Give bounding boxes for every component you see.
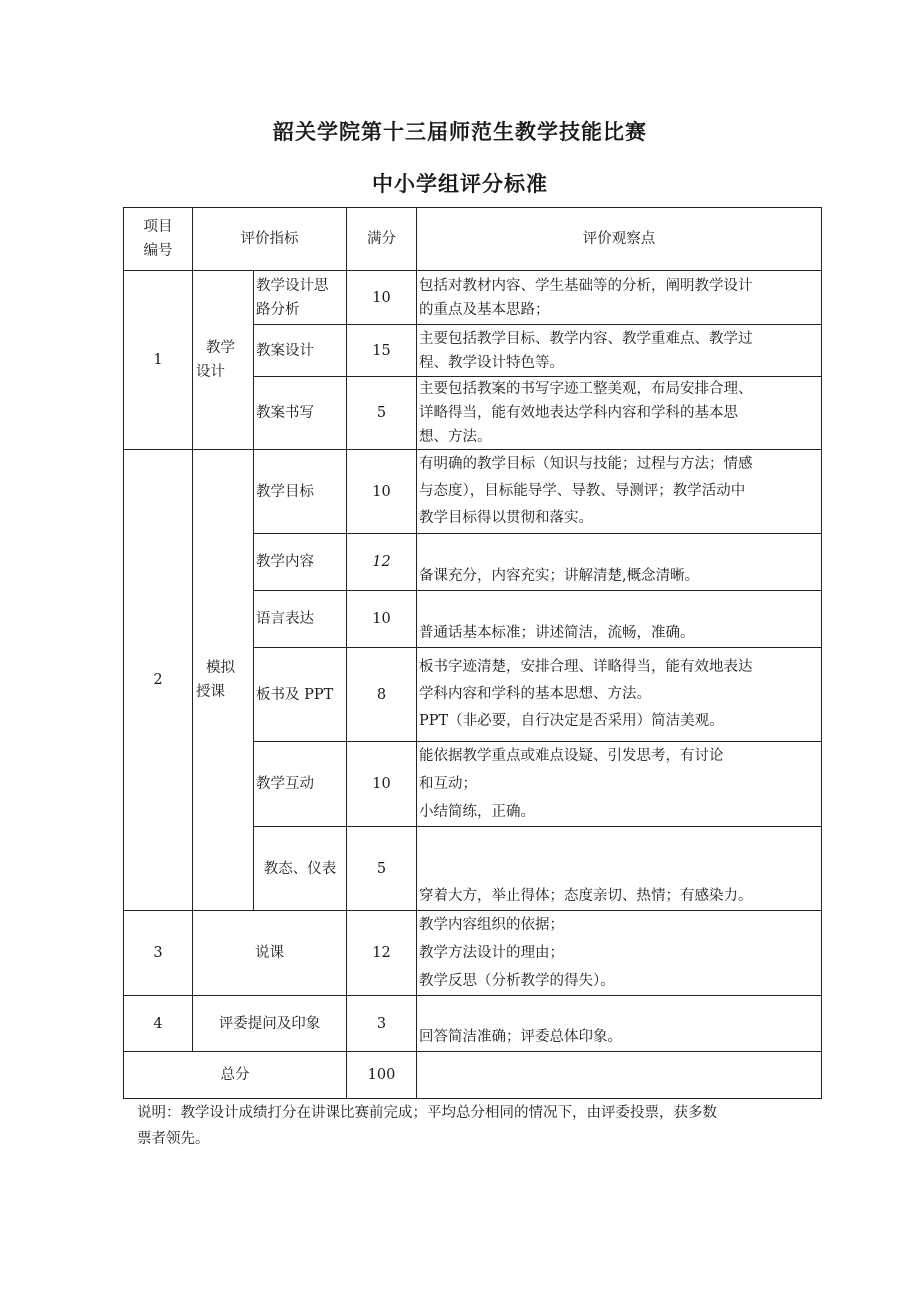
header-number: 项目 编号 bbox=[124, 208, 193, 271]
sub-indicator: 教学设计思 路分析 bbox=[254, 271, 347, 325]
full-score: 10 bbox=[347, 450, 417, 534]
sub-indicator: 教案设计 bbox=[254, 325, 347, 377]
full-score: 12 bbox=[347, 534, 417, 591]
total-label: 总分 bbox=[124, 1052, 347, 1099]
item-category: 模拟 授课 bbox=[193, 450, 254, 911]
sub-indicator: 教案书写 bbox=[254, 377, 347, 450]
observation: 教学内容组织的依据； 教学方法设计的理由； 教学反思（分析教学的得失）。 bbox=[417, 911, 822, 996]
full-score: 10 bbox=[347, 271, 417, 325]
sub-indicator: 教态、仪表 bbox=[254, 827, 347, 911]
observation: 主要包括教学目标、教学内容、教学重难点、教学过 程、教学设计特色等。 bbox=[417, 325, 822, 377]
item-number: 2 bbox=[124, 450, 193, 911]
page-title: 韶关学院第十三届师范生教学技能比赛 bbox=[273, 120, 647, 144]
header-indicator: 评价指标 bbox=[193, 208, 347, 271]
table-row bbox=[124, 271, 822, 325]
table-row bbox=[124, 996, 822, 1052]
observation: 有明确的教学目标（知识与技能；过程与方法；情感 与态度），目标能导学、导教、导测评；教学活动中 教学目标得以贯彻和落实。 bbox=[417, 450, 822, 534]
total-observation bbox=[417, 1052, 822, 1099]
header-observation: 评价观察点 bbox=[417, 208, 822, 271]
observation: 回答简洁准确；评委总体印象。 bbox=[417, 996, 822, 1052]
item-category: 教学 设计 bbox=[193, 271, 254, 450]
full-score: 8 bbox=[347, 648, 417, 742]
full-score: 15 bbox=[347, 325, 417, 377]
item-indicator: 说课 bbox=[193, 911, 347, 996]
page-subtitle: 中小学组评分标准 bbox=[372, 172, 548, 196]
full-score: 10 bbox=[347, 742, 417, 827]
sub-indicator: 教学内容 bbox=[254, 534, 347, 591]
observation: 板书字迹清楚，安排合理、详略得当，能有效地表达 学科内容和学科的基本思想、方法。 PPT（非必要，自行决定是否采用）简洁美观。 bbox=[417, 648, 822, 742]
full-score: 10 bbox=[347, 591, 417, 648]
full-score: 5 bbox=[347, 827, 417, 911]
total-score: 100 bbox=[347, 1052, 417, 1099]
item-number: 4 bbox=[124, 996, 193, 1052]
table-row bbox=[124, 911, 822, 996]
observation: 包括对教材内容、学生基础等的分析，阐明教学设计 的重点及基本思路； bbox=[417, 271, 822, 325]
total-row bbox=[124, 1052, 822, 1099]
item-indicator: 评委提问及印象 bbox=[193, 996, 347, 1052]
table-row bbox=[124, 450, 822, 534]
sub-indicator: 板书及 PPT bbox=[254, 648, 347, 742]
table-header-row bbox=[124, 208, 822, 271]
full-score: 12 bbox=[347, 911, 417, 996]
sub-indicator: 语言表达 bbox=[254, 591, 347, 648]
footnote: 说明：教学设计成绩打分在讲课比赛前完成；平均总分相同的情况下，由评委投票，获多数 票者领先。 bbox=[137, 1105, 717, 1147]
observation: 主要包括教案的书写字迹工整美观，布局安排合理、 详略得当，能有效地表达学科内容和学科的基本思 想、方法。 bbox=[417, 377, 822, 450]
sub-indicator: 教学互动 bbox=[254, 742, 347, 827]
scoring-table bbox=[123, 207, 822, 1099]
sub-indicator: 教学目标 bbox=[254, 450, 347, 534]
observation: 穿着大方，举止得体；态度亲切、热情；有感染力。 bbox=[417, 827, 822, 911]
observation: 备课充分，内容充实；讲解清楚,概念清晰。 bbox=[417, 534, 822, 591]
header-full-score: 满分 bbox=[347, 208, 417, 271]
observation: 能依据教学重点或难点设疑、引发思考，有讨论 和互动； 小结简练，正确。 bbox=[417, 742, 822, 827]
full-score: 3 bbox=[347, 996, 417, 1052]
observation: 普通话基本标准；讲述简洁，流畅，准确。 bbox=[417, 591, 822, 648]
full-score: 5 bbox=[347, 377, 417, 450]
item-number: 1 bbox=[124, 271, 193, 450]
item-number: 3 bbox=[124, 911, 193, 996]
